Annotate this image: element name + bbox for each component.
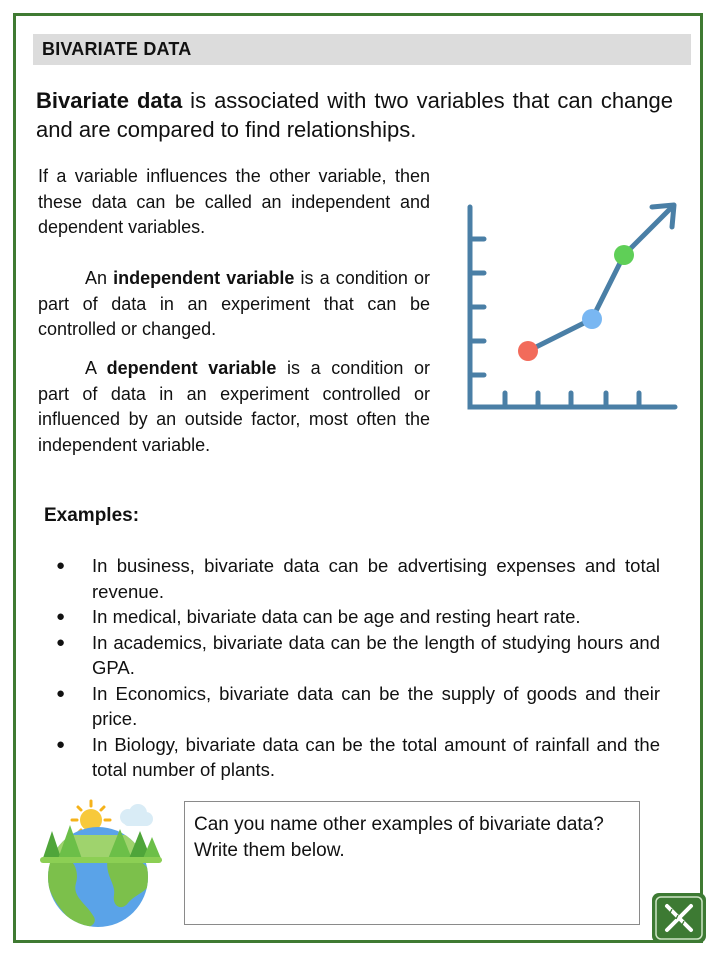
list-item [56,732,660,783]
logo-icon [651,892,707,944]
data-point [614,245,634,265]
example-text: In medical, bivariate data can be age and resting heart rate. [92,606,581,627]
variables-paragraph: If a variable influences the other variable, then these data can be called an independent and dependent variables. [38,166,430,237]
cloud-icon [120,804,153,826]
earth-nature-icon [36,795,166,930]
examples-list [56,553,660,783]
data-point [582,309,602,329]
intro-text: is associated with two variables that can change and are compared to find relationships. [36,88,673,142]
bullet-icon: ● [56,735,66,753]
dependent-variable-paragraph [38,356,430,458]
question-text: Can you name other examples of bivariate data? Write them below. [194,814,604,861]
independent-variable-term: independent variable [113,268,295,288]
bullet-icon: ● [56,684,66,702]
independent-prefix: An [85,268,114,288]
trend-line [528,207,672,351]
list-item [56,630,660,681]
page-title: BIVARIATE DATA [33,34,691,65]
example-text: In Biology, bivariate data can be the total amount of rainfall and the total number of plants. [92,733,660,780]
bullet-icon: ● [56,633,66,651]
bullet-icon: ● [56,557,66,574]
independent-variable-definition: is a condition or part of data in an experiment that can be controlled or changed. [38,268,430,339]
example-text: In academics, bivariate data can be the length of studying hours and GPA. [92,631,660,678]
examples-heading: Examples: [44,505,140,526]
line-graph-icon [460,195,690,420]
intro-term: Bivariate data [36,88,183,113]
dependent-variable-term: dependent variable [106,358,277,378]
example-text: In business, bivariate data can be advertising expenses and total revenue. [92,555,660,602]
dependent-variable-definition: is a condition or part of data in an experiment controlled or influenced by an outside factor, most often the independent variable. [38,358,430,455]
bullet-icon: ● [56,608,66,625]
list-item [56,604,660,630]
data-point [518,341,538,361]
dependent-prefix: A [85,358,107,378]
answer-box[interactable] [184,801,640,925]
intro-paragraph [36,86,673,144]
example-text: In Economics, bivariate data can be the supply of goods and their price. [92,682,660,729]
independent-variable-paragraph [38,266,430,343]
list-item [56,553,660,604]
list-item [56,681,660,732]
